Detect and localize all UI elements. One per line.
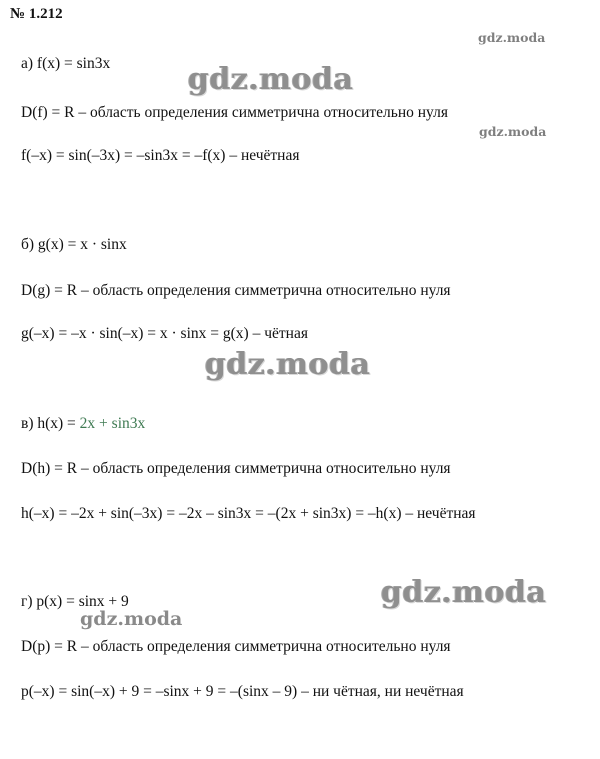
- watermark-large: gdz.moda: [381, 575, 547, 610]
- watermark-medium: gdz.moda: [80, 608, 183, 630]
- part-b-domain: D(g) = R – область определения симметрична относительно нуля: [21, 282, 451, 299]
- part-v-definition: [21, 414, 145, 434]
- part-a-domain: D(f) = R – область определения симметрична относительно нуля: [21, 104, 448, 121]
- watermark-large: gdz.moda: [205, 347, 371, 382]
- problem-number: № 1.212: [10, 6, 63, 22]
- part-b-check: g(–x) = –x · sin(–x) = x · sinx = g(x) – чётная: [21, 325, 308, 342]
- part-v-definition-prefix: в) h(x) =: [21, 415, 80, 432]
- part-v-domain: D(h) = R – область определения симметрична относительно нуля: [21, 460, 451, 477]
- part-g-domain: D(p) = R – область определения симметрична относительно нуля: [21, 638, 451, 655]
- part-a-check: f(–x) = sin(–3x) = –sin3x = –f(x) – нечётная: [21, 147, 300, 164]
- part-b-definition: б) g(x) = x · sinx: [21, 236, 127, 253]
- watermark-large: gdz.moda: [188, 62, 354, 97]
- part-g-definition: г) p(x) = sinx + 9: [21, 593, 129, 610]
- part-a-definition: а) f(x) = sin3x: [21, 55, 111, 72]
- watermark-small: gdz.moda: [478, 30, 546, 45]
- part-g-check: p(–x) = sin(–x) + 9 = –sinx + 9 = –(sinx – 9) – ни чётная, ни нечётная: [21, 683, 464, 700]
- part-v-definition-expression: 2x + sin3x: [79, 415, 146, 432]
- watermark-small: gdz.moda: [479, 124, 547, 139]
- part-v-check: h(–x) = –2x + sin(–3x) = –2x – sin3x = –(2x + sin3x) = –h(x) – нечётная: [21, 505, 476, 522]
